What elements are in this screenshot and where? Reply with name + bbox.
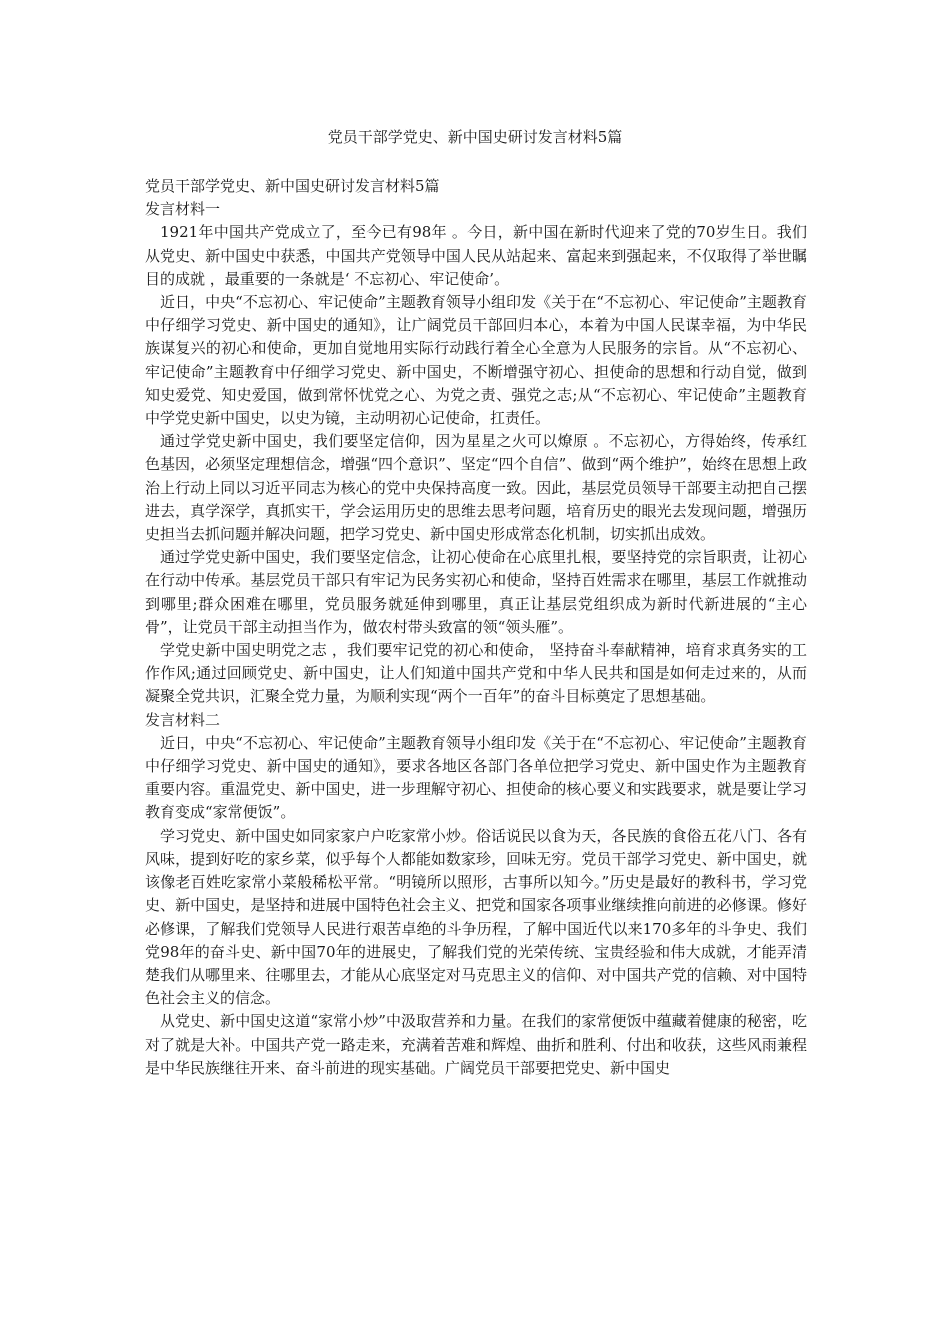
section2-paragraph: 从党史、新中国史这道“家常小炒”中汲取营养和力量。在我们的家常便饭中蕴藏着健康的秘密，吃对了就是大补。中国共产党一路走来，充满着苦难和辉煌、曲折和胜利、付出和收获，这些风雨兼程是中华民族继往开来、奋斗前进的现实基础。广阔党员干部要把党史、新中国史 <box>145 1012 807 1077</box>
section-heading-1: 发言材料一 <box>145 200 221 219</box>
section1-paragraph: 近日，中央“不忘初心、牢记使命”主题教育领导小组印发《关于在“不忘初心、牢记使命”主题教育中仔细学习党史、新中国史的通知》，让广阔党员干部回归本心，本着为中国人民谋幸福，为中华民族谋复兴的初心和使命，更加自觉地用实际行动践行着全心全意为人民服务的宗旨。从“不忘初心、牢记使命”主题教育中仔细学习党史、新中国史，不断增强守初心、担使命的思想和行动自觉，做到知史爱党、知史爱国，做到常怀忧党之心、为党之责、强党之志;从“不忘初心、牢记使命”主题教育中学党史新中国史，以史为镜，主动明初心记使命，扛责任。 <box>145 293 807 428</box>
document-subtitle: 党员干部学党史、新中国史研讨发言材料5篇 <box>145 177 440 195</box>
document-title: 党员干部学党史、新中国史研讨发言材料5篇 <box>327 128 623 146</box>
document-body <box>145 175 807 1080</box>
section-heading-2: 发言材料二 <box>145 710 221 729</box>
section2-paragraph: 学习党史、新中国史如同家家户户吃家常小炒。俗话说民以食为天，各民族的食俗五花八门、各有风味，提到好吃的家乡菜，似乎每个人都能如数家珍，回味无穷。党员干部学习党史、新中国史，就该像老百姓吃家常小菜般稀松平常。“明镜所以照形，古事所以知今。”历史是最好的教科书，学习党史、新中国史，是坚持和进展中国特色社会主义、把党和国家各项事业继续推向前进的必修课。修好必修课，了解我们党领导人民进行艰苦卓绝的斗争历程，了解中国近代以来170多年的斗争史、我们党98年的奋斗史、新中国70年的进展史，了解我们党的光荣传统、宝贵经验和伟大成就，才能弄清楚我们从哪里来、往哪里去，才能从心底坚定对马克思主义的信仰、对中国共产党的信赖、对中国特色社会主义的信念。 <box>145 826 807 1008</box>
section1-paragraph: 通过学党史新中国史，我们要坚定信念，让初心使命在心底里扎根，要坚持党的宗旨职责，让初心在行动中传承。基层党员干部只有牢记为民务实初心和使命，坚持百姓需求在哪里，基层工作就推动到哪里;群众困难在哪里，党员服务就延伸到哪里，真正让基层党组织成为新时代新进展的“主心骨”，让党员干部主动担当作为，做农村带头致富的领“领头雁”。 <box>145 548 807 636</box>
section1-paragraph: 通过学党史新中国史，我们要坚定信仰，因为星星之火可以燎原 。不忘初心，方得始终，传承红色基因，必须坚定理想信念，增强“四个意识”、坚定“四个自信”、做到“两个维护”，始终在思想上政治上行动上同以习近平同志为核心的党中央保持高度一致。因此，基层党员领导干部要主动把自己摆进去，真学深学，真抓实干，学会运用历史的思维去思考问题，培育历史的眼光去发现问题，增强历史担当去抓问题并解决问题，把学习党史、新中国史形成常态化机制，切实抓出成效。 <box>145 432 807 544</box>
section1-paragraph: 1921年中国共产党成立了，至今已有98年 。今日，新中国在新时代迎来了党的70岁生日。我们从党史、新中国史中获悉，中国共产党领导中国人民从站起来、富起来到强起来，不仅取得了举世瞩目的成就 ，最重要的一条就是‘ 不忘初心、牢记使命’。 <box>145 223 807 288</box>
section1-paragraph: 学党史新中国史明党之志 ，我们要牢记党的初心和使命， 坚持奋斗奉献精神，培育求真务实的工作作风;通过回顾党史、新中国史，让人们知道中国共产党和中华人民共和国是如何走过来的，从而凝聚全党共识，汇聚全党力量，为顺利实现“两个一百年”的奋斗目标奠定了思想基础。 <box>145 641 807 706</box>
section2-paragraph: 近日，中央“不忘初心、牢记使命”主题教育领导小组印发《关于在“不忘初心、牢记使命”主题教育中仔细学习党史、新中国史的通知》，要求各地区各部门各单位把学习党史、新中国史作为主题教育重要内容。重温党史、新中国史，进一步理解守初心、担使命的核心要义和实践要求，就是要让学习教育变成“家常便饭”。 <box>145 733 807 822</box>
